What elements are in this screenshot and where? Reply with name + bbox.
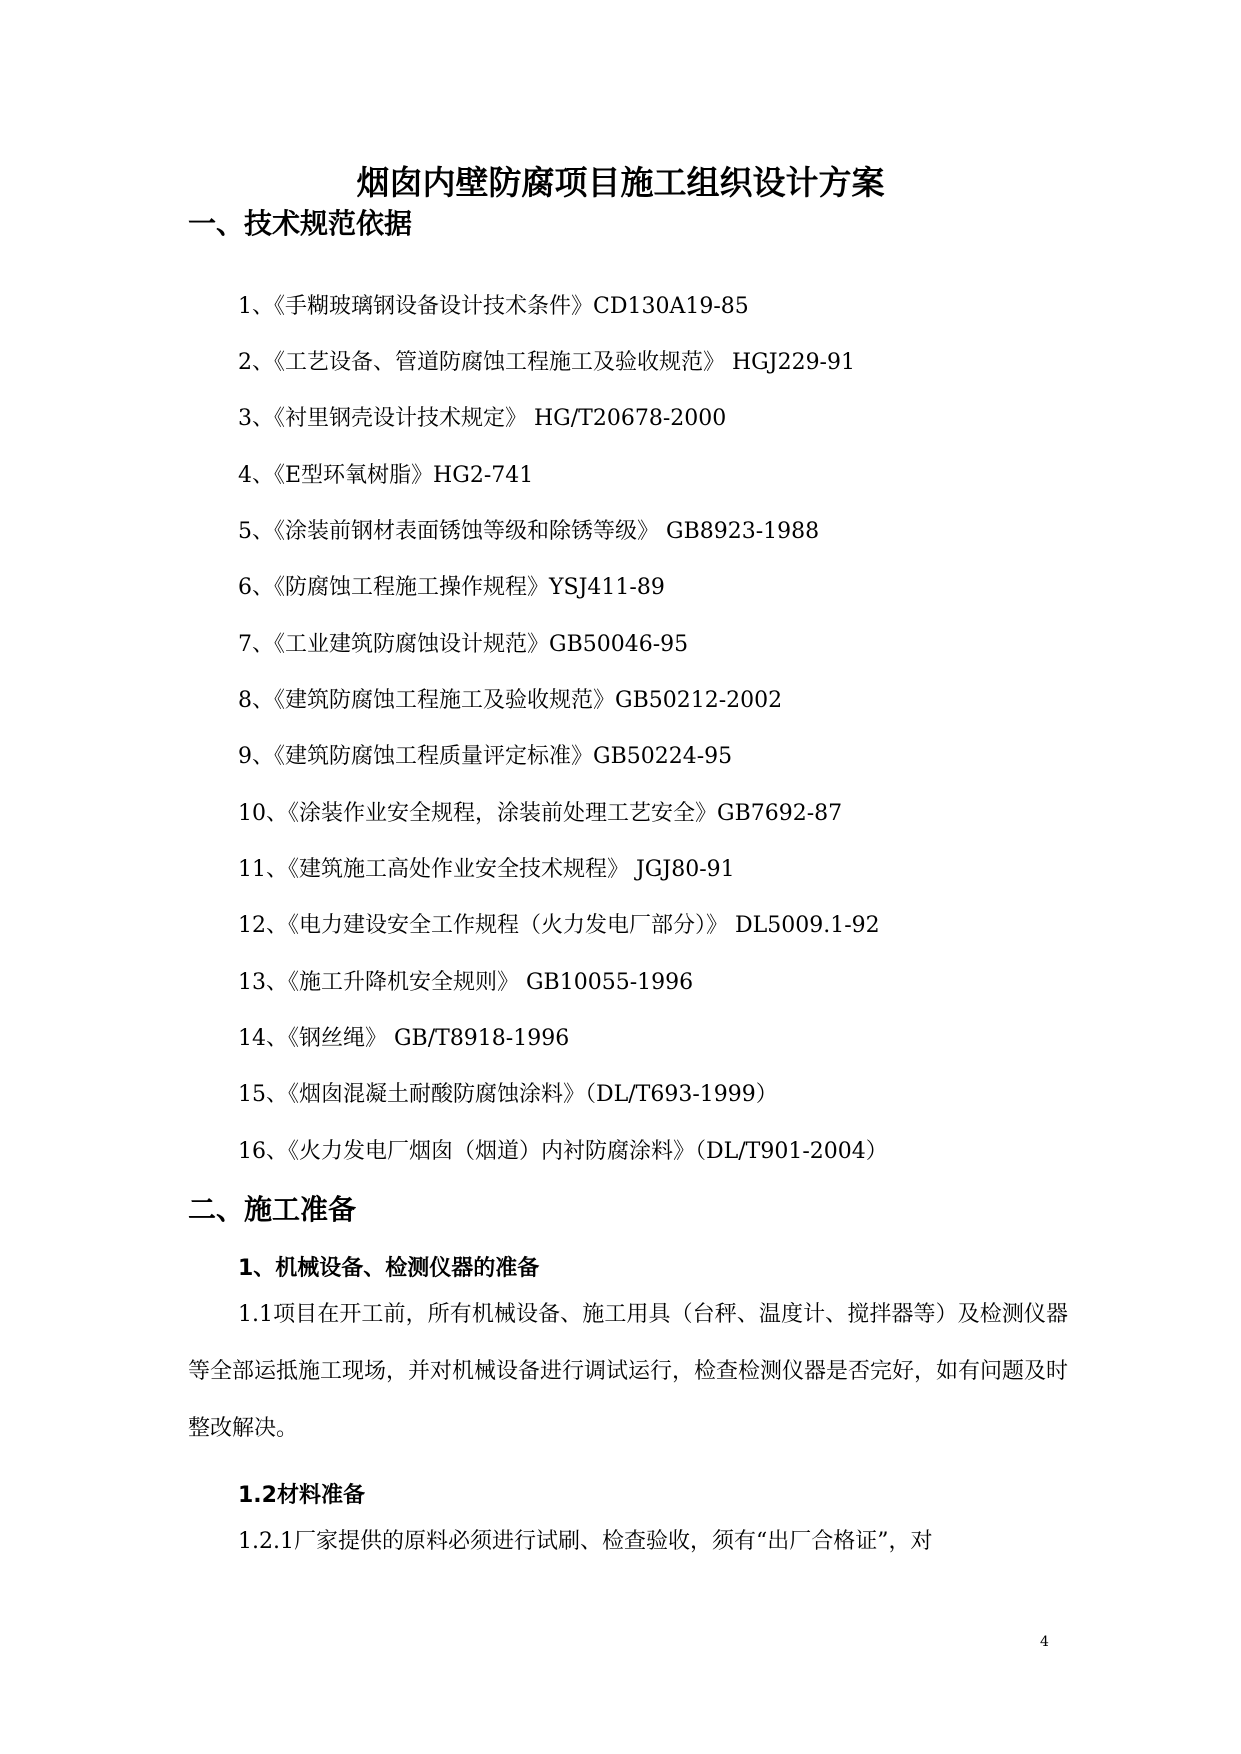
list-item: 11、《建筑施工高处作业安全技术规程》 JGJ80-91 (238, 857, 735, 882)
list-item: 8、《建筑防腐蚀工程施工及验收规范》GB50212-2002 (238, 688, 783, 713)
page-title: 烟囱内壁防腐项目施工组织设计方案 (356, 163, 885, 202)
list-item: 15、《烟囱混凝土耐酸防腐蚀涂料》（DL/T693-1999） (238, 1082, 778, 1107)
list-item: 14、《钢丝绳》 GB/T8918-1996 (238, 1026, 570, 1051)
list-item: 16、《火力发电厂烟囱（烟道）内衬防腐涂料》（DL/T901-2004） (238, 1139, 888, 1164)
paragraph-1-2-1: 1.2.1厂家提供的原料必须进行试刷、检查验收，须有“出厂合格证”，对 (238, 1529, 933, 1554)
subsection-heading-equipment: 1、机械设备、检测仪器的准备 (238, 1256, 540, 1281)
list-item: 9、《建筑防腐蚀工程质量评定标准》GB50224-95 (238, 744, 733, 769)
list-item: 5、《涂装前钢材表面锈蚀等级和除锈等级》 GB8923-1988 (238, 519, 820, 544)
list-item: 10、《涂装作业安全规程，涂装前处理工艺安全》GB7692-87 (238, 801, 843, 826)
paragraph-1-1: 1.1项目在开工前，所有机械设备、施工用具（台秤、温度计、搅拌器等）及检测仪器等全部运抵施工现场，并对机械设备进行调试运行，检查检测仪器是否完好，如有问题及时整改解决。 (188, 1302, 1069, 1441)
section-heading-preparation: 二、施工准备 (188, 1193, 357, 1226)
page-number: 4 (1040, 1634, 1049, 1650)
list-item: 4、《E型环氧树脂》HG2-741 (238, 463, 534, 488)
list-item: 13、《施工升降机安全规则》 GB10055-1996 (238, 970, 694, 995)
section-heading-standards: 一、技术规范依据 (188, 207, 413, 240)
list-item: 3、《衬里钢壳设计技术规定》 HG/T20678-2000 (238, 406, 727, 431)
list-item: 1、《手糊玻璃钢设备设计技术条件》CD130A19-85 (238, 294, 749, 319)
list-item: 2、《工艺设备、管道防腐蚀工程施工及验收规范》 HGJ229-91 (238, 350, 855, 375)
list-item: 12、《电力建设安全工作规程（火力发电厂部分）》 DL5009.1-92 (238, 913, 880, 938)
subsection-heading-materials: 1.2材料准备 (238, 1483, 365, 1508)
list-item: 6、《防腐蚀工程施工操作规程》YSJ411-89 (238, 575, 665, 600)
list-item: 7、《工业建筑防腐蚀设计规范》GB50046-95 (238, 632, 689, 657)
